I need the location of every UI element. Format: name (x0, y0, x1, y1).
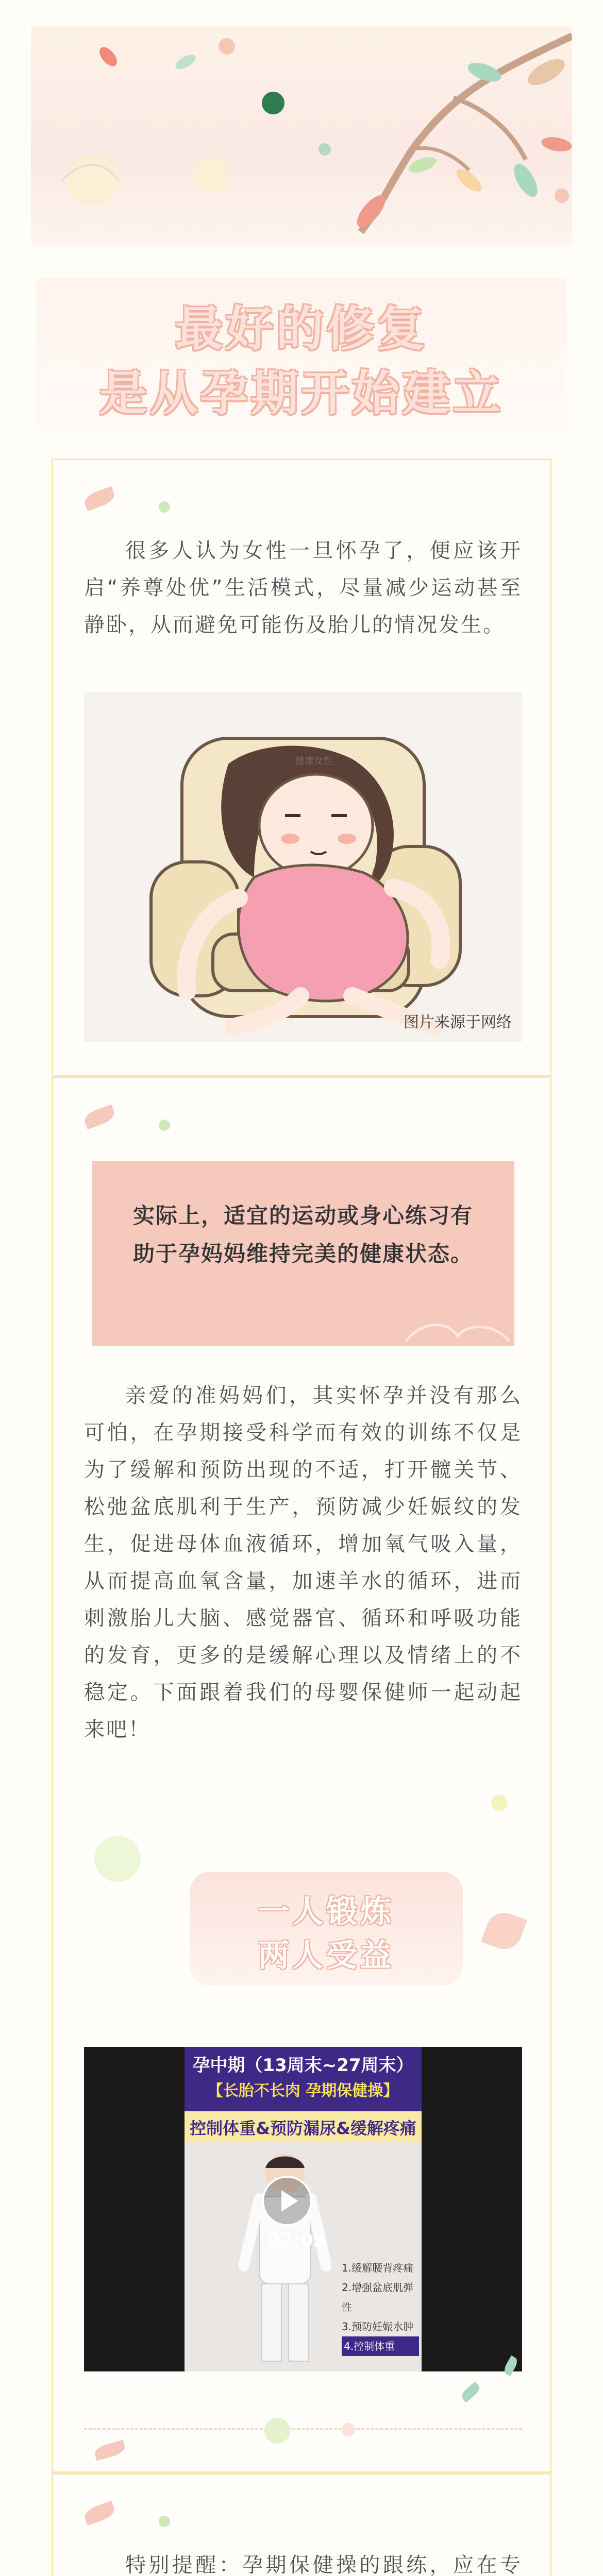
dot-decoration (342, 2423, 355, 2436)
slogan-badge (190, 1872, 463, 1982)
intro-paragraph: 很多人认为女性一旦怀孕了，便应该开启“养尊处优”生活模式，尽量减少运动甚至静卧，从而避免可能伤及胎儿的情况发生。 (84, 539, 522, 637)
dot-decoration (159, 501, 170, 513)
dot-decoration (159, 2516, 170, 2527)
title-line-1: 最好的修复 (175, 301, 428, 357)
leaf-decoration (82, 486, 117, 512)
slogan-line-2: 两人受益 (258, 1938, 394, 1974)
exercise-paragraph: 亲爱的准妈妈们，其实怀孕并没有那么可怕，在孕期接受科学而有效的训练不仅是为了缓解和预防出现的不适，打开髋关节、松弛盆底肌利于生产，预防减少妊娠纹的发生，促进母体血液循环，增加氧气吸入量，从而提高血氧含量，加速羊水的循环，进而刺激胎儿大脑、感觉器官、循环和呼吸功能的发育，更多的是缓解心理以及情绪上的不稳定。下面跟着我们的母婴保健师一起动起来吧！ (84, 1384, 522, 1741)
dot-decoration (264, 2418, 290, 2444)
video-benefit-item: 1.缓解腰背疼痛 (342, 2262, 414, 2274)
dot-decoration (491, 1794, 508, 1811)
dot-decoration (159, 1120, 170, 1131)
exercise-section (52, 1077, 551, 2473)
slogan-line-1: 一人锻炼 (258, 1894, 394, 1930)
video-title-line-1: 孕中期（13周末~27周末） (192, 2055, 414, 2076)
video-title-line-2: 【长胎不长肉 孕期保健操】 (207, 2082, 399, 2100)
dot-decoration (94, 1836, 141, 1882)
video-subtitle: 控制体重&预防漏尿&缓解疼痛 (190, 2119, 416, 2138)
reminder-paragraph-1: 特别提醒：孕期保健操的跟练，应在专 (125, 2553, 522, 2576)
leaf-decoration (82, 2501, 117, 2526)
leaf-decoration (93, 2440, 127, 2461)
video-player[interactable] (84, 2047, 522, 2371)
video-subtitle-bar (185, 2111, 422, 2142)
video-benefit-list (342, 2258, 419, 2356)
video-benefit-item: 4.控制体重 (342, 2336, 419, 2356)
highlight-text: 实际上，适宜的运动或身心练习有助于孕妈妈维持完美的健康状态。 (133, 1203, 474, 1266)
image-caption: 图片来源于网络 (404, 1013, 512, 1031)
video-title-banner (185, 2047, 422, 2111)
pregnant-woman-illustration (84, 692, 522, 1042)
play-button[interactable] (262, 2176, 312, 2226)
header-illustration (31, 26, 572, 247)
leaf-decoration (82, 1105, 117, 1130)
reminder-section (52, 2473, 551, 2576)
highlight-box (92, 1161, 514, 1346)
title-line-2: 是从孕期开始建立 (99, 366, 504, 421)
leaf-decoration (481, 1908, 527, 1954)
pregnant-woman-image (84, 692, 522, 1042)
cloud-decoration (401, 1315, 514, 1346)
video-benefit-item: 3.预防妊娠水肿 (342, 2320, 414, 2333)
leaf-decoration (459, 2381, 481, 2402)
title-block (36, 278, 567, 433)
play-icon (281, 2190, 298, 2212)
video-benefit-item: 2.增强盆底肌弹性 (342, 2281, 414, 2313)
branch-illustration (31, 26, 572, 247)
image-watermark: 健康女性 (295, 756, 332, 767)
divider (84, 2428, 522, 2430)
video-timestamp: 02:05 (267, 2230, 326, 2251)
intro-section (52, 459, 551, 1077)
